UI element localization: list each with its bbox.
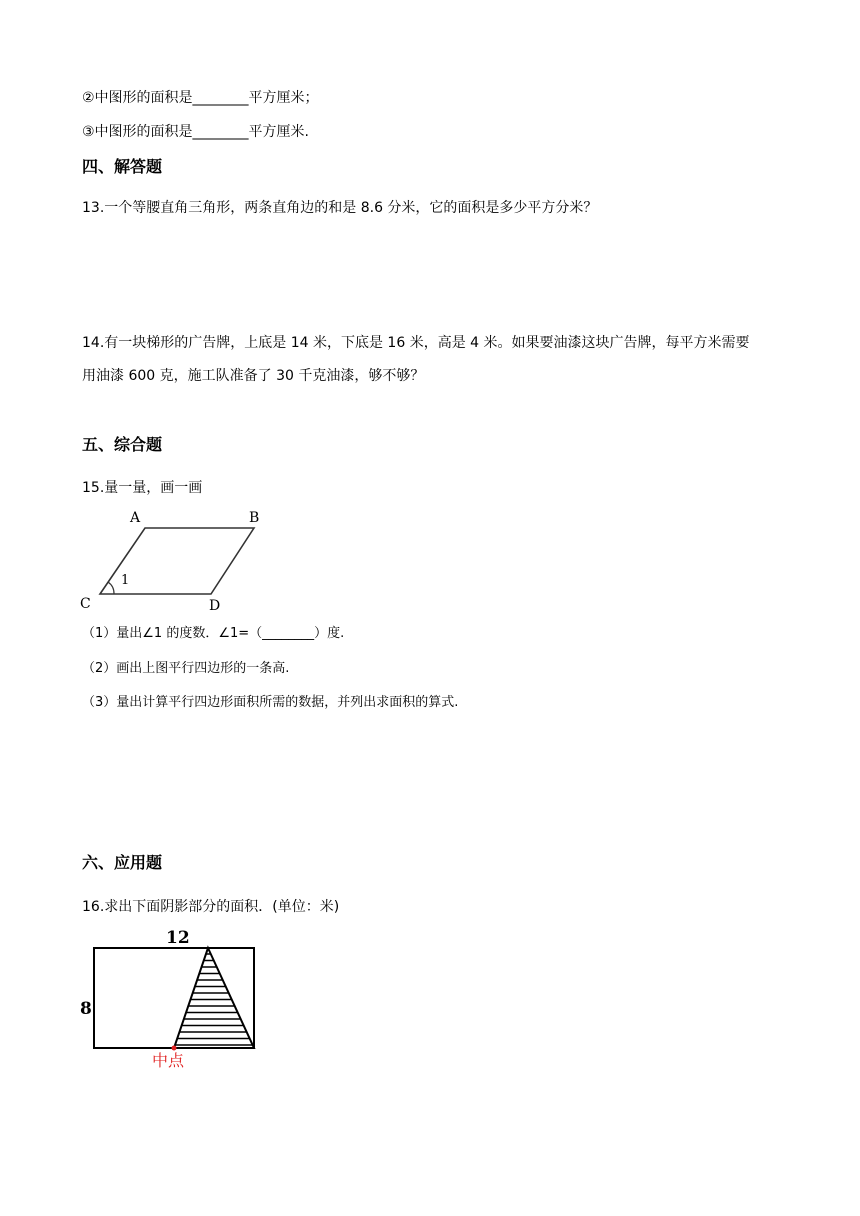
question-14-line-2: 用油漆 600 克，施工队准备了 30 千克油漆，够不够？ (82, 368, 425, 384)
section-6-heading: 六、应用题 (82, 853, 163, 872)
vertex-a-label: A (130, 510, 141, 526)
angle-1-arc (108, 582, 114, 594)
q12-line-2: ②中图形的面积是________平方厘米； (82, 90, 319, 106)
section-4-heading: 四、解答题 (82, 157, 163, 176)
midpoint-label: 中点 (152, 1051, 185, 1070)
question-15: 15.量一量，画一画 (82, 480, 203, 496)
question-15-part-1: （1）量出∠1 的度数．∠1=（________）度. (82, 626, 345, 641)
question-14-line-1: 14.有一块梯形的广告牌，上底是 14 米，下底是 16 米，高是 4 米。如果要油漆这块广告牌，每平方米需要 (82, 335, 750, 351)
vertex-d-label: D (209, 598, 221, 614)
question-13: 13.一个等腰直角三角形，两条直角边的和是 8.6 分米，它的面积是多少平方分米？ (82, 200, 598, 216)
q12-line-3: ③中图形的面积是________平方厘米. (82, 124, 310, 140)
rectangle-triangle-figure (76, 926, 266, 1074)
parallelogram-figure (72, 502, 292, 618)
angle-1-label: 1 (121, 573, 130, 588)
vertex-b-label: B (249, 510, 260, 526)
height-label: 8 (80, 999, 92, 1019)
question-15-part-3: （3）量出计算平行四边形面积所需的数据，并列出求面积的算式. (82, 695, 459, 710)
shaded-triangle (174, 948, 254, 1048)
question-16: 16.求出下面阴影部分的面积．(单位：米) (82, 899, 340, 915)
midpoint-dot (172, 1046, 177, 1051)
width-label: 12 (166, 928, 190, 948)
vertex-c-label: C (80, 596, 91, 612)
section-5-heading: 五、综合题 (82, 435, 163, 454)
question-15-part-2: （2）画出上图平行四边形的一条高. (82, 661, 290, 676)
